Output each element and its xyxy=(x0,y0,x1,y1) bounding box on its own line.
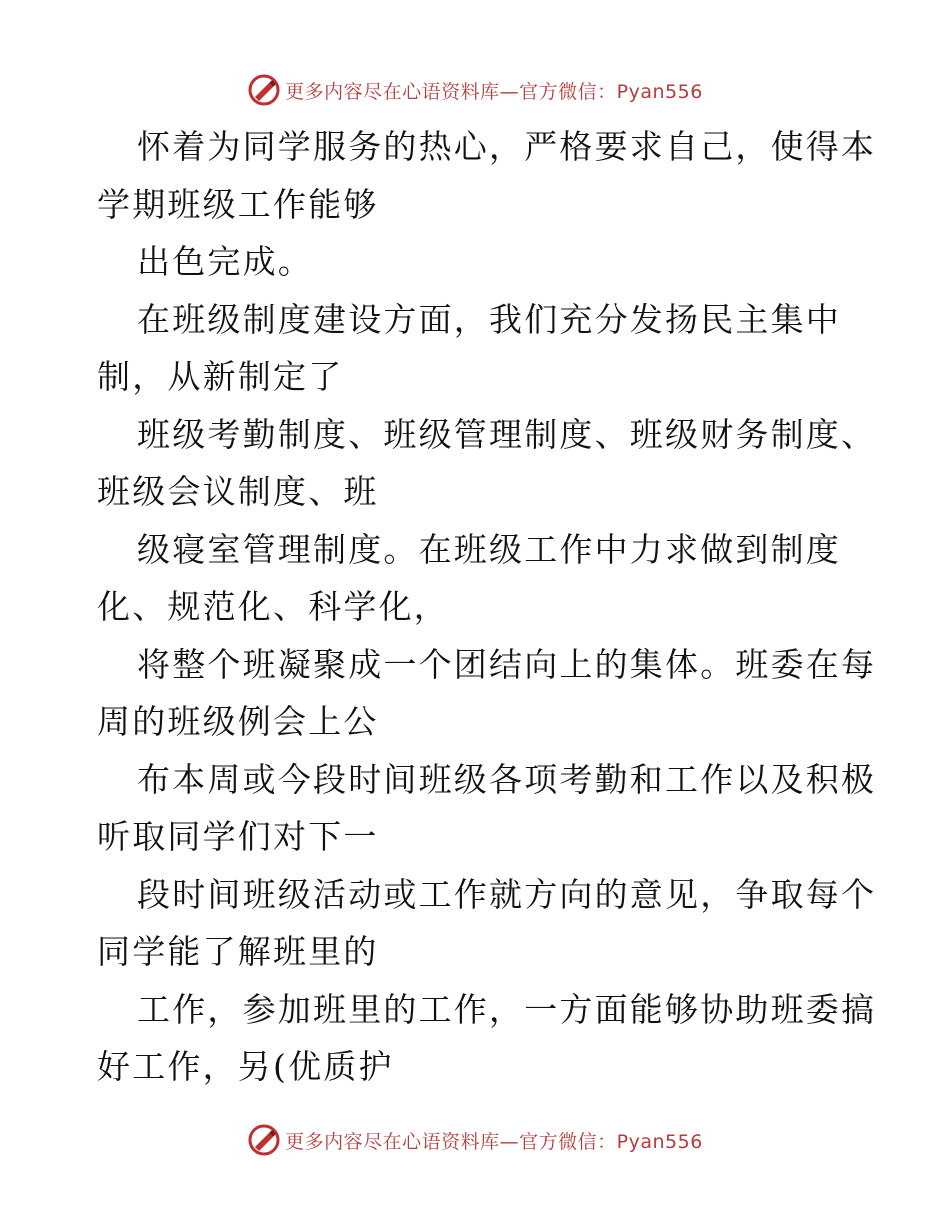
text-line: 工作，参加班里的工作，一方面能够协助班委搞 xyxy=(137,989,877,1029)
text-line: 班级会议制度、班 xyxy=(97,472,379,511)
text-line: 出色完成。 xyxy=(137,242,313,281)
text-line: 怀着为同学服务的热心，严格要求自己，使得本 xyxy=(137,127,877,166)
text-line: 化、规范化、科学化， xyxy=(97,587,449,626)
text-line: 将整个班凝聚成一个团结向上的集体。班委在每 xyxy=(137,644,877,684)
text-line: 好工作，另(优质护 xyxy=(97,1047,394,1086)
text-line: 在班级制度建设方面，我们充分发扬民主集中 xyxy=(137,299,841,339)
text-line: 听取同学们对下一 xyxy=(97,817,379,856)
text-line: 布本周或今段时间班级各项考勤和工作以及积极 xyxy=(137,759,877,799)
red-pen-logo-icon xyxy=(247,73,281,107)
text-line: 班级考勤制度、班级管理制度、班级财务制度、 xyxy=(137,414,877,454)
document-body xyxy=(97,118,877,1096)
text-line: 同学能了解班里的 xyxy=(97,932,379,971)
footer-banner-text: 更多内容尽在心语资料库—官方微信：Pyan556 xyxy=(285,1130,703,1153)
red-pen-logo-icon xyxy=(247,1123,281,1157)
text-line: 段时间班级活动或工作就方向的意见，争取每个 xyxy=(137,874,877,914)
text-line: 级寝室管理制度。在班级工作中力求做到制度 xyxy=(137,529,841,569)
text-line: 周的班级例会上公 xyxy=(97,702,379,741)
footer-banner xyxy=(0,1120,950,1160)
header-banner xyxy=(0,70,950,110)
text-line: 学期班级工作能够 xyxy=(97,184,379,224)
text-line: 制，从新制定了 xyxy=(97,357,344,396)
header-banner-text: 更多内容尽在心语资料库—官方微信：Pyan556 xyxy=(285,80,703,103)
